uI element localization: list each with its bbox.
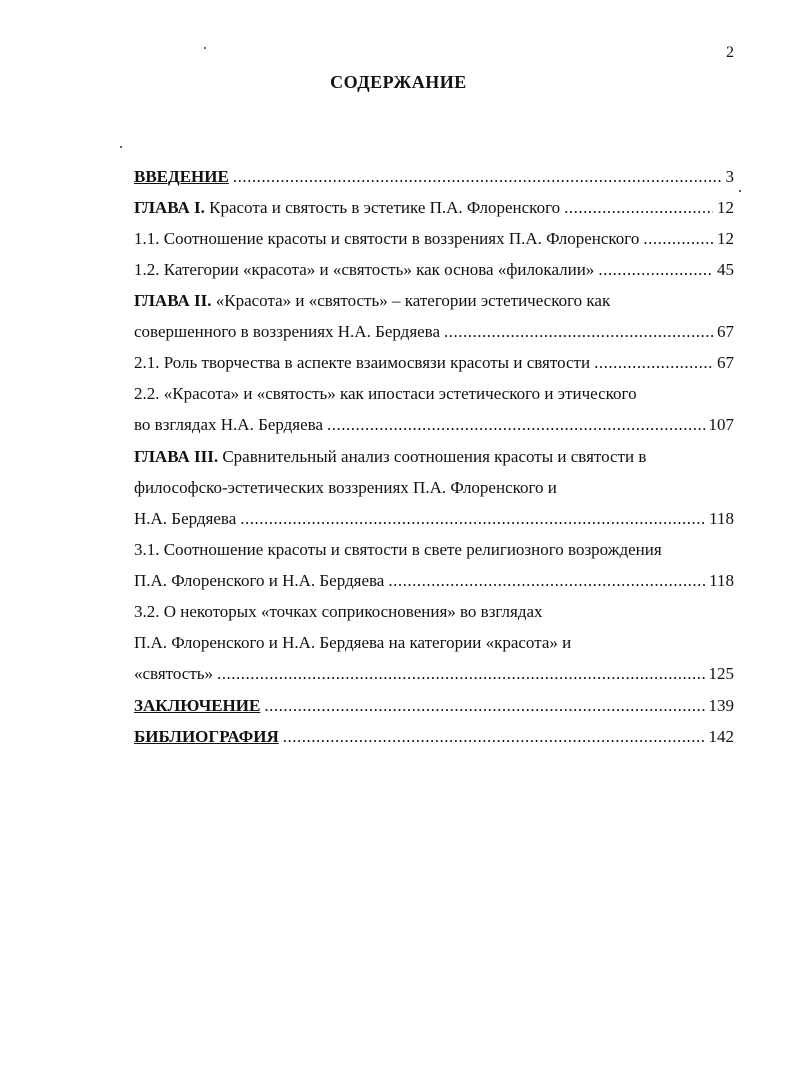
toc-page: 125 [708, 664, 734, 683]
toc-entry-section-3-1[interactable] [134, 570, 734, 592]
toc-label: «святость» [134, 664, 214, 683]
toc-leader [283, 726, 705, 748]
toc-leader [233, 166, 722, 188]
toc-label: Сравнительный анализ соотношения красоты и святости в [218, 447, 647, 466]
toc-label: 2.2. «Красота» и «святость» как ипостаси эстетического и этического [134, 384, 637, 403]
toc-entry-section-1-2[interactable] [134, 259, 734, 281]
toc-leader [217, 663, 704, 685]
toc-leader [643, 228, 713, 250]
toc-label: Красота и святость в эстетике П.А. Флоренского [204, 198, 561, 217]
toc-leader [264, 695, 704, 717]
toc-leader [598, 259, 713, 281]
scan-speck [204, 47, 206, 49]
toc-entry-section-3-2-line2[interactable] [134, 632, 734, 654]
toc-entry-chapter-3-line1[interactable] [134, 446, 734, 468]
toc-page: 12 [717, 229, 734, 248]
toc-entry-section-3-1-line1[interactable] [134, 539, 734, 561]
toc-page: 139 [708, 696, 734, 715]
toc-chapter-prefix: ГЛАВА III. [134, 447, 219, 466]
toc-label: 1.2. Категории «красота» и «святость» как основа «филокалии» [134, 260, 595, 279]
page-number: 2 [726, 44, 734, 61]
toc-entry-chapter-2-line1[interactable] [134, 290, 734, 312]
toc-entry-section-3-2[interactable] [134, 663, 734, 685]
toc-label: ЗАКЛЮЧЕНИЕ [134, 696, 261, 715]
toc-label: во взглядах Н.А. Бердяева [134, 415, 324, 434]
toc-leader [444, 321, 713, 343]
toc-page: 12 [717, 198, 734, 217]
toc-entry-chapter-2[interactable] [134, 321, 734, 343]
toc-label: 2.1. Роль творчества в аспекте взаимосвязи красоты и святости [134, 353, 591, 372]
toc-entry-bibliography[interactable] [134, 726, 734, 748]
toc-label: ВВЕДЕНИЕ [134, 167, 229, 186]
toc-leader [564, 197, 713, 219]
toc-label: совершенного в воззрениях Н.А. Бердяева [134, 322, 441, 341]
toc-entry-conclusion[interactable] [134, 695, 734, 717]
toc-entry-chapter-3-line2[interactable] [134, 477, 734, 499]
toc-label: философско-эстетических воззрениях П.А. Флоренского и [134, 478, 557, 497]
toc-label: Н.А. Бердяева [134, 509, 237, 528]
toc-entry-chapter-3[interactable] [134, 508, 734, 530]
toc-page: 67 [717, 353, 734, 372]
toc-entry-section-2-2-line1[interactable] [134, 383, 734, 405]
toc-page: 67 [717, 322, 734, 341]
scan-speck [120, 146, 122, 148]
toc-label: П.А. Флоренского и Н.А. Бердяева на категории «красота» и [134, 633, 572, 652]
toc-chapter-prefix: ГЛАВА I. [134, 198, 205, 217]
toc-label: 3.2. О некоторых «точках соприкосновения» во взглядах [134, 602, 543, 621]
toc-chapter-prefix: ГЛАВА II. [134, 291, 212, 310]
toc-entry-introduction[interactable] [134, 166, 734, 188]
toc-page: 118 [709, 509, 734, 528]
toc-label: П.А. Флоренского и Н.А. Бердяева [134, 571, 385, 590]
toc-page: 45 [717, 260, 734, 279]
toc-label: БИБЛИОГРАФИЯ [134, 727, 279, 746]
toc-entry-chapter-1[interactable] [134, 197, 734, 219]
toc-leader [388, 570, 705, 592]
toc-leader [594, 352, 713, 374]
toc-entry-section-2-2[interactable] [134, 414, 734, 436]
page-title: СОДЕРЖАНИЕ [330, 72, 467, 92]
toc-leader [240, 508, 705, 530]
toc-page: 107 [708, 415, 734, 434]
toc-label: «Красота» и «святость» – категории эстетического как [211, 291, 611, 310]
toc-page: 118 [709, 571, 734, 590]
toc-page: 3 [725, 167, 734, 186]
toc-page: 142 [708, 727, 734, 746]
toc-entry-section-1-1[interactable] [134, 228, 734, 250]
toc-entry-section-2-1[interactable] [134, 352, 734, 374]
toc-leader [327, 414, 704, 436]
toc-entry-section-3-2-line1[interactable] [134, 601, 734, 623]
scan-speck [739, 190, 741, 192]
toc-label: 3.1. Соотношение красоты и святости в свете религиозного возрождения [134, 540, 662, 559]
toc-label: 1.1. Соотношение красоты и святости в воззрениях П.А. Флоренского [134, 229, 640, 248]
